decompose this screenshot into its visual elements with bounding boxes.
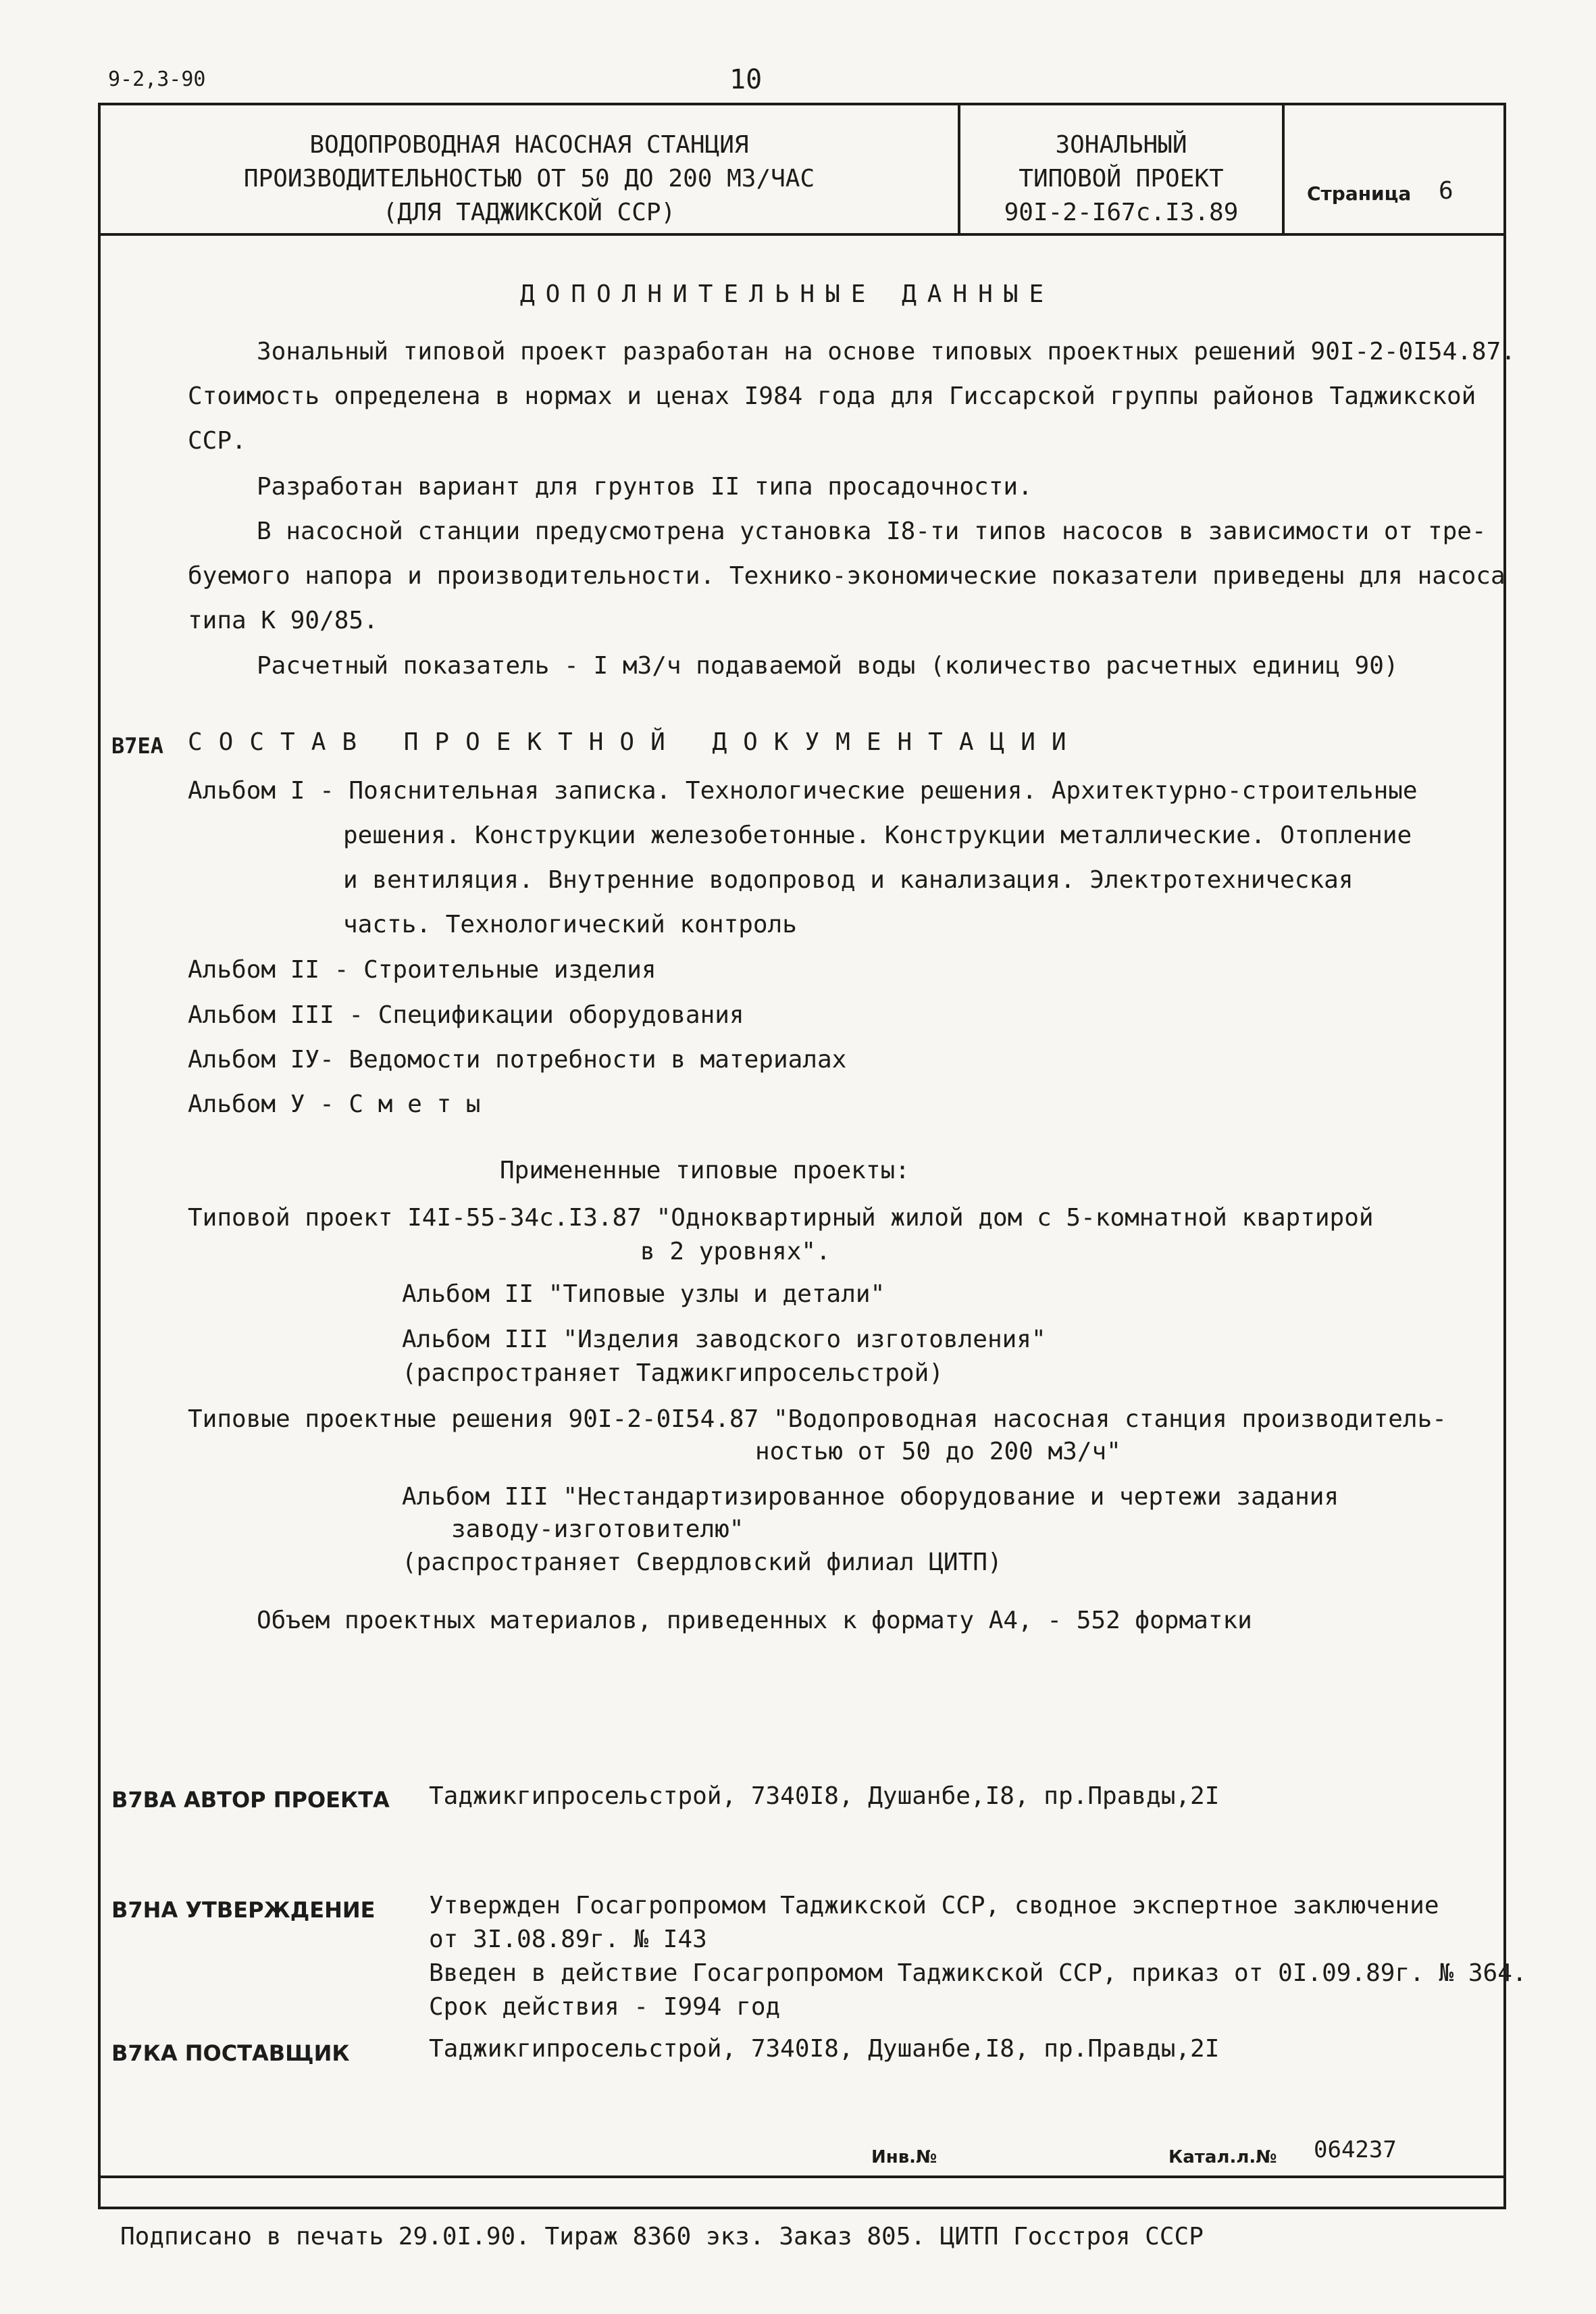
album-line: Альбом III - Спецификации оборудования — [188, 1001, 744, 1029]
approval-label: В7НА УТВЕРЖДЕНИЕ — [111, 1897, 376, 1923]
album-line: Альбом IУ- Ведомости потребности в материалах — [188, 1046, 847, 1074]
extra-line: Зональный типовой проект разработан на основе типовых проектных решений 90I-2-0I54.87. — [257, 338, 1516, 366]
applied-line: Типовые проектные решения 90I-2-0I54.87 "Водопроводная насосная станция производитель- — [188, 1405, 1447, 1433]
print-line: Подписано в печать 29.0I.90. Тираж 8360 экз. Заказ 805. ЦИТП Госстроя СССР — [120, 2223, 1204, 2250]
approval-line: Утвержден Госагропромом Таджикской ССР, сводное экспертное заключение — [429, 1892, 1439, 1919]
applied-line: ностью от 50 до 200 м3/ч" — [755, 1438, 1121, 1465]
supplier-label: В7КА ПОСТАВЩИК — [111, 2040, 350, 2066]
extra-line: буемого напора и производительности. Технико-экономические показатели приведены для насоса — [188, 562, 1505, 590]
header-project-line: ЗОНАЛЬНЫЙ — [1055, 131, 1187, 159]
album-line: часть. Технологический контроль — [343, 911, 797, 938]
header-project — [960, 128, 1282, 230]
extra-line: ССР. — [188, 427, 247, 455]
album-line: Альбом У - С м е т ы — [188, 1090, 481, 1118]
applied-line: в 2 уровнях". — [640, 1238, 831, 1265]
header-title — [101, 128, 958, 230]
extra-line: Расчетный показатель - I м3/ч подаваемой воды (количество расчетных единиц 90) — [257, 652, 1399, 680]
applied-line: Альбом III "Нестандартизированное оборудование и чертежи задания — [402, 1483, 1339, 1511]
applied-heading: Примененные типовые проекты: — [500, 1157, 910, 1184]
composition-code: В7ЕА — [111, 733, 164, 759]
album-line: Альбом II - Строительные изделия — [188, 956, 657, 984]
header-title-line: ПРОИЗВОДИТЕЛЬНОСТЬЮ ОТ 50 ДО 200 М3/ЧАС — [243, 165, 815, 193]
applied-line: Альбом II "Типовые узлы и детали" — [402, 1280, 885, 1308]
header-project-line: 90I-2-I67с.I3.89 — [1004, 199, 1239, 226]
page-label: Страница — [1307, 182, 1412, 205]
extra-line: Стоимость определена в нормах и ценах I984 года для Гиссарской группы районов Таджикской — [188, 382, 1476, 410]
page-number: 10 — [729, 64, 763, 95]
author-value: Таджикгипросельстрой, 7340I8, Душанбе,I8, пр.Правды,2I — [429, 1782, 1220, 1810]
album-line: и вентиляция. Внутренние водопровод и канализация. Электротехническая — [343, 866, 1354, 894]
header-divider — [98, 233, 1506, 236]
header-title-line: (ДЛЯ ТАДЖИКСКОЙ ССР) — [382, 199, 676, 226]
header-project-line: ТИПОВОЙ ПРОЕКТ — [1019, 165, 1224, 193]
applied-line: заводу-изготовителю" — [451, 1515, 744, 1543]
volume-line: Объем проектных материалов, приведенных к формату А4, - 552 форматки — [257, 1607, 1252, 1634]
corner-code: 9-2,3-90 — [108, 68, 206, 91]
catalog-value: 064237 — [1314, 2136, 1397, 2163]
applied-line: (распространяет Таджикгипросельстрой) — [402, 1359, 944, 1387]
header-title-line: ВОДОПРОВОДНАЯ НАСОСНАЯ СТАНЦИЯ — [309, 131, 749, 159]
extra-heading: ДОПОЛНИТЕЛЬНЫЕ ДАННЫЕ — [520, 280, 1055, 308]
approval-line: Срок действия - I994 год — [429, 1993, 781, 2021]
author-label: В7ВА АВТОР ПРОЕКТА — [111, 1787, 390, 1813]
applied-line: Альбом III "Изделия заводского изготовления" — [402, 1326, 1046, 1353]
album-line: Альбом I - Пояснительная записка. Технологические решения. Архитектурно-строительные — [188, 777, 1418, 805]
approval-line: от 3I.08.89г. № I43 — [429, 1926, 707, 1953]
supplier-value: Таджикгипросельстрой, 7340I8, Душанбе,I8, пр.Правды,2I — [429, 2035, 1220, 2063]
approval-line: Введен в действие Госагропромом Таджикской ССР, приказ от 0I.09.89г. № 364. — [429, 1959, 1527, 1987]
header-vline-2 — [1282, 103, 1285, 236]
footer-divider — [98, 2175, 1506, 2178]
composition-heading: СОСТАВ ПРОЕКТНОЙ ДОКУМЕНТАЦИИ — [188, 728, 1083, 756]
extra-line: В насосной станции предусмотрена установка I8-ти типов насосов в зависимости от тре- — [257, 518, 1487, 545]
catalog-label: Катал.л.№ — [1168, 2147, 1277, 2167]
applied-line: Типовой проект I4I-55-34с.I3.87 "Одноквартирный жилой дом с 5-комнатной квартирой — [188, 1204, 1374, 1232]
extra-line: Разработан вариант для грунтов II типа просадочности. — [257, 473, 1033, 501]
applied-line: (распространяет Свердловский филиал ЦИТП) — [402, 1549, 1002, 1576]
album-line: решения. Конструкции железобетонные. Конструкции металлические. Отопление — [343, 822, 1412, 849]
extra-line: типа К 90/85. — [188, 607, 378, 634]
page-value: 6 — [1439, 177, 1453, 205]
inventory-label: Инв.№ — [871, 2147, 937, 2167]
